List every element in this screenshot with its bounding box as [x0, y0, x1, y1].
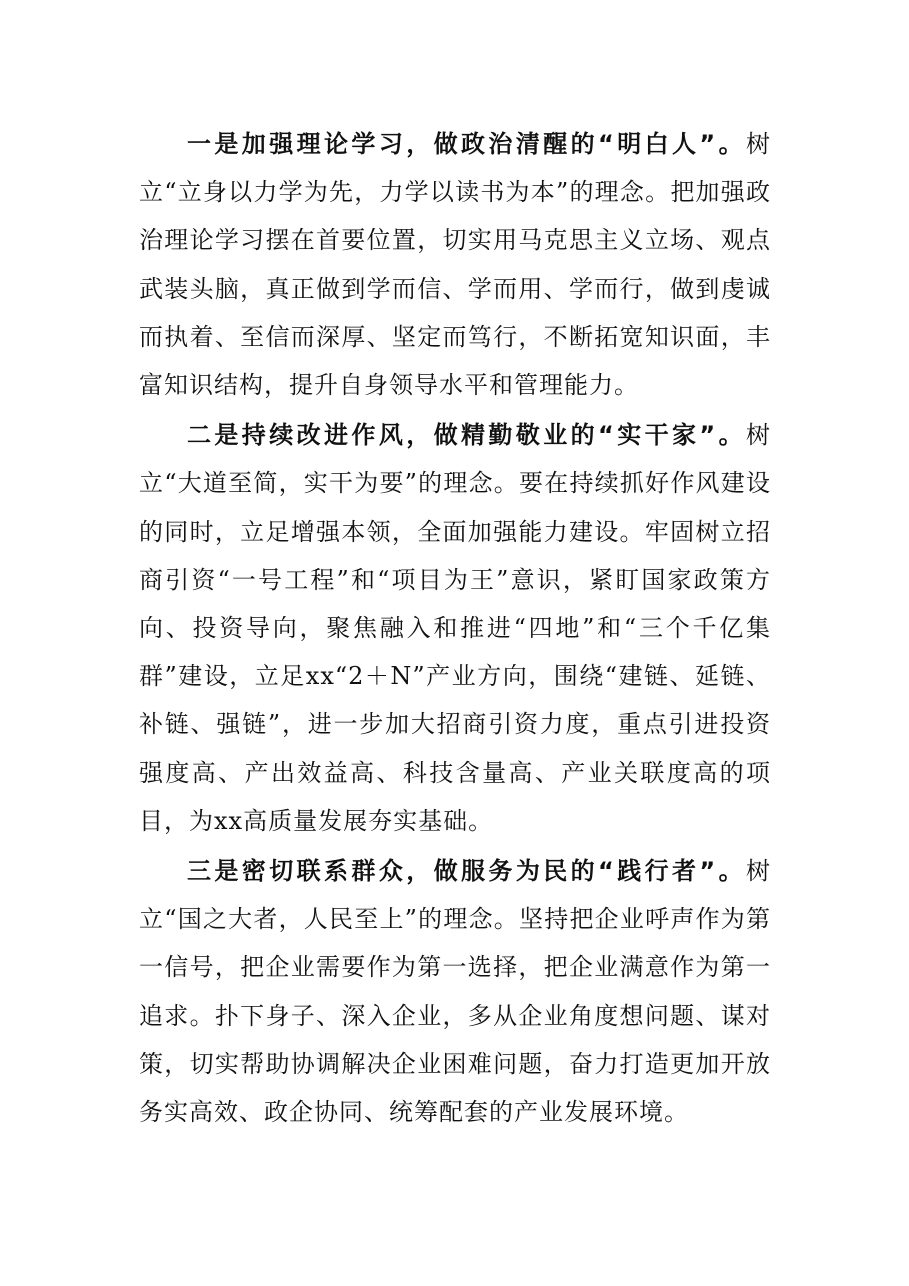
document-body: [139, 120, 771, 1138]
paragraph-3: [139, 847, 771, 1136]
paragraph-2: [139, 411, 771, 845]
paragraph-3-text: 树立“国之大者，人民至上”的理念。坚持把企业呼声作为第一信号，把企业需要作为第一选择，把企业满意作为第一追求。扑下身子、深入企业，多从企业角度想问题、谋对策，切实帮助协调解决企业困难问题，奋力打造更加开放务实高效、政企协同、统筹配套的产业发展环境。: [139, 857, 771, 1127]
paragraph-1: [139, 120, 771, 409]
paragraph-3-heading: 三是密切联系群众，做服务为民的“践行者”。: [187, 857, 746, 886]
paragraph-1-heading: 一是加强理论学习，做政治清醒的“明白人”。: [187, 130, 746, 158]
paragraph-2-heading: 二是持续改进作风，做精勤敬业的“实干家”。: [187, 421, 746, 450]
paragraph-2-text: 树立“大道至简，实干为要”的理念。要在持续抓好作风建设的同时，立足增强本领，全面加强能力建设。牢固树立招商引资“一号工程”和“项目为王”意识，紧盯国家政策方向、投资导向，聚焦融入和推进“四地”和“三个千亿集群”建设，立足xx“2＋N”产业方向，围绕“建链、延链、补链、强链”，进一步加大招商引资力度，重点引进投资强度高、产出效益高、科技含量高、产业关联度高的项目，为xx高质量发展夯实基础。: [139, 421, 771, 835]
paragraph-1-text: 树立“立身以力学为先，力学以读书为本”的理念。把加强政治理论学习摆在首要位置，切实用马克思主义立场、观点武装头脑，真正做到学而信、学而用、学而行，做到虔诚而执着、至信而深厚、坚定而笃行，不断拓宽知识面，丰富知识结构，提升自身领导水平和管理能力。: [139, 130, 771, 400]
